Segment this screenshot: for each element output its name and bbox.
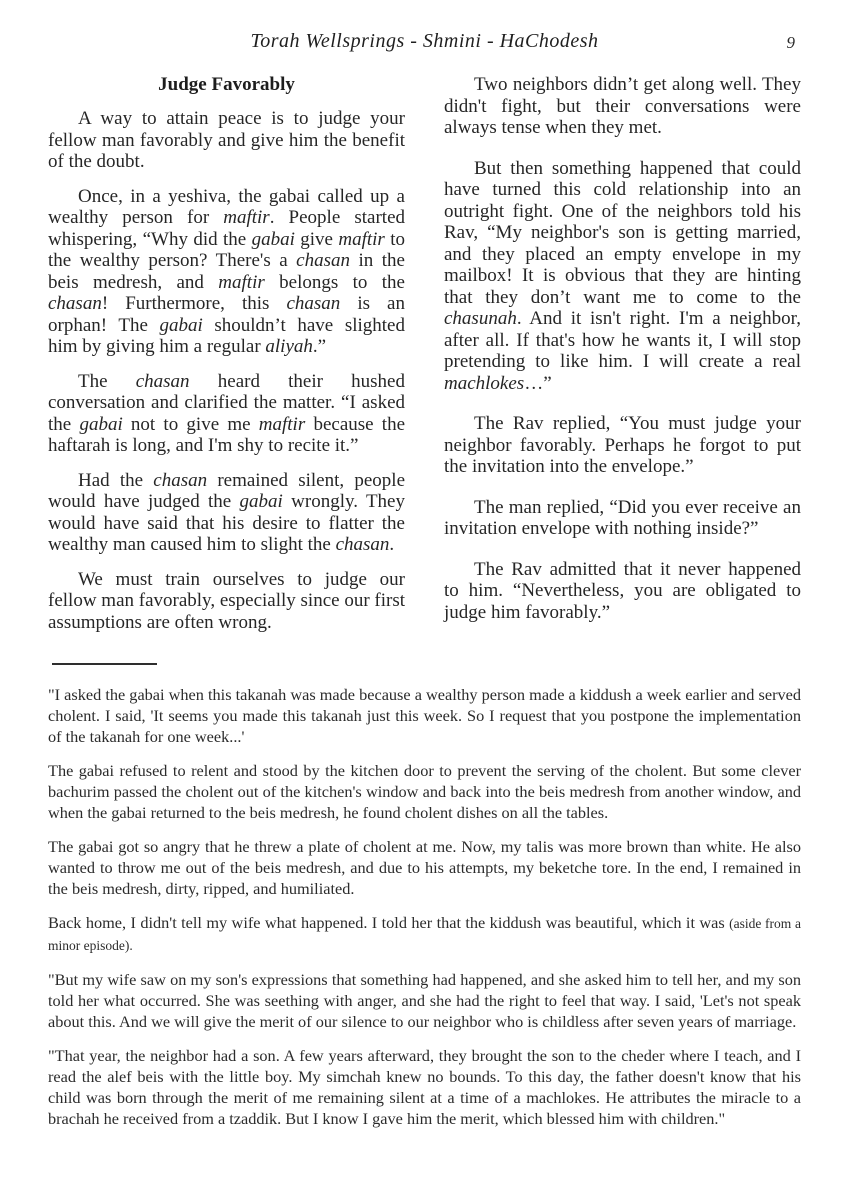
italic-term: chasan <box>335 534 390 555</box>
italic-term: chasan <box>153 469 208 491</box>
main-text <box>48 74 801 646</box>
page-header <box>48 30 801 58</box>
paragraph <box>444 497 801 540</box>
text-run: "I asked the gabai when this takanah was made because a wealthy person made a kiddush a week earlier and served cholent. I said, 'It seems you made this takanah just this week. So I request that you postpone the implementation of the takanah for one week...' <box>48 685 801 746</box>
paragraph <box>48 836 801 899</box>
text-run: in the beis medresh, and <box>48 250 405 293</box>
text-run: .” <box>312 336 327 357</box>
paragraph <box>48 1045 801 1129</box>
italic-term: chasan <box>135 370 190 392</box>
text-run: The gabai refused to relent and stood by the kitchen door to prevent the serving of the cholent. But some clever bachurim passed the cholent out of the kitchen's window and back into the beis medresh from another window, and when the gabai returned to the beis medresh, he found cholent dishes on all the tables. <box>48 761 801 822</box>
italic-term: gabai <box>159 314 203 336</box>
text-run: to the wealthy person? There's a <box>48 228 405 271</box>
right-column-paragraphs <box>444 74 801 623</box>
text-run: . People started whispering, “Why did the <box>48 207 405 250</box>
text-run: . And it isn't right. I'm a neighbor, after all. If that's how he wants it, I will stop pretending to like him. I will create a real <box>444 308 801 372</box>
paragraph <box>48 569 405 634</box>
italic-term: aliyah <box>265 336 313 357</box>
italic-term: chasan <box>296 250 350 271</box>
italic-term: maftir <box>338 228 385 250</box>
italic-term: machlokes <box>444 372 525 394</box>
paragraph <box>48 969 801 1032</box>
left-column <box>48 74 405 646</box>
paragraph <box>48 912 801 956</box>
paragraph <box>48 108 405 173</box>
text-run: remained silent, people would have judged the <box>48 469 405 512</box>
text-run: But then something happened that could have turned this cold relationship into an outright fight. One of the neighbors told his Rav, “My neighbor's son is getting married, and they placed an empty envelope in my mailbox! It is obvious that they are hinting that they don’t want me to come to the <box>444 157 801 308</box>
italic-term: chasan <box>286 293 341 314</box>
text-run: wrongly. They would have said that his desire to flatter the wealthy man caused him to slight the <box>48 491 405 555</box>
italic-term: gabai <box>251 228 295 250</box>
text-run: The <box>78 370 136 392</box>
footnote-separator <box>52 663 157 665</box>
italic-term: maftir <box>258 413 306 435</box>
paragraph <box>444 413 801 478</box>
left-column-paragraphs <box>48 108 405 633</box>
text-run: We must train ourselves to judge our fellow man favorably, especially since our first assumptions are often wrong. <box>48 568 406 633</box>
text-run: The man replied, “Did you ever receive an invitation envelope with nothing inside?” <box>444 496 801 539</box>
text-run: give <box>294 228 339 250</box>
text-run: (aside from a minor episode). <box>48 916 801 953</box>
text-run: is an orphan! The <box>48 293 405 336</box>
text-run: The Rav admitted that it never happened to him. “Nevertheless, you are obligated to judge him favorably.” <box>444 558 801 623</box>
text-run: because the haftarah is long, and I'm shy to recite it.” <box>48 413 406 456</box>
text-run: Back home, I didn't tell my wife what happened. I told her that the kiddush was beautiful, which it was <box>48 913 730 932</box>
italic-term: gabai <box>239 491 283 512</box>
italic-term: maftir <box>218 271 265 293</box>
paragraph <box>48 186 405 358</box>
italic-term: chasan <box>48 293 102 314</box>
text-run: …” <box>524 372 552 394</box>
text-run: . <box>389 534 395 555</box>
text-run: ! Furthermore, this <box>101 293 287 314</box>
text-run: Two neighbors didn’t get along well. They didn't fight, but their conversations were always tense when they met. <box>444 74 801 138</box>
text-run: belongs to the <box>264 271 405 293</box>
text-run: shouldn’t have slighted him by giving him a regular <box>48 314 405 357</box>
page-number: 9 <box>786 33 795 52</box>
footnotes-section <box>48 684 801 1142</box>
section-heading: Judge Favorably <box>158 74 295 95</box>
paragraph <box>444 74 801 139</box>
right-column <box>444 74 801 646</box>
paragraph <box>48 371 405 457</box>
text-run: A way to attain peace is to judge your fellow man favorably and give him the benefit of the doubt. <box>48 108 405 172</box>
text-run: not to give me <box>122 413 259 435</box>
italic-term: maftir <box>223 207 270 228</box>
text-run: Had the <box>78 469 154 491</box>
paragraph <box>444 158 801 395</box>
italic-term: gabai <box>79 413 123 435</box>
text-run: The Rav replied, “You must judge your neighbor favorably. Perhaps he forgot to put the invitation into the envelope.” <box>444 413 801 477</box>
text-run: "But my wife saw on my son's expressions that something had happened, and she asked him to tell her, and my son told her what occurred. She was seething with anger, and she had the right to feel that way. I said, 'Let's not speak about this. And we will give the merit of our silence to our neighbor who is childless after seven years of marriage. <box>48 970 801 1031</box>
text-run: Once, in a yeshiva, the gabai called up a wealthy person for <box>48 185 405 228</box>
text-run: "That year, the neighbor had a son. A few years afterward, they brought the son to the cheder where I teach, and I read the alef beis with the little boy. My simchah knew no bounds. To this day, the father doesn't know that his child was born through the merit of me remaining silent at a time of a machlokes. He attributes the miracle to a brachah he received from a tzaddik. But I know I gave him the merit, which blessed him with children." <box>48 1046 801 1128</box>
paragraph <box>48 684 801 747</box>
header-title: Torah Wellsprings - Shmini - HaChodesh <box>250 30 599 52</box>
text-run: The gabai got so angry that he threw a plate of cholent at me. Now, my talis was more brown than white. He also wanted to throw me out of the beis medresh, and due to his attempts, my beketche tore. In the end, I remained in the beis medresh, dirty, ripped, and humiliated. <box>48 837 801 898</box>
paragraph <box>48 470 405 556</box>
paragraph <box>444 559 801 624</box>
text-run: heard their hushed conversation and clarified the matter. “I asked the <box>48 370 405 435</box>
paragraph <box>48 760 801 823</box>
italic-term: chasunah <box>444 308 517 329</box>
